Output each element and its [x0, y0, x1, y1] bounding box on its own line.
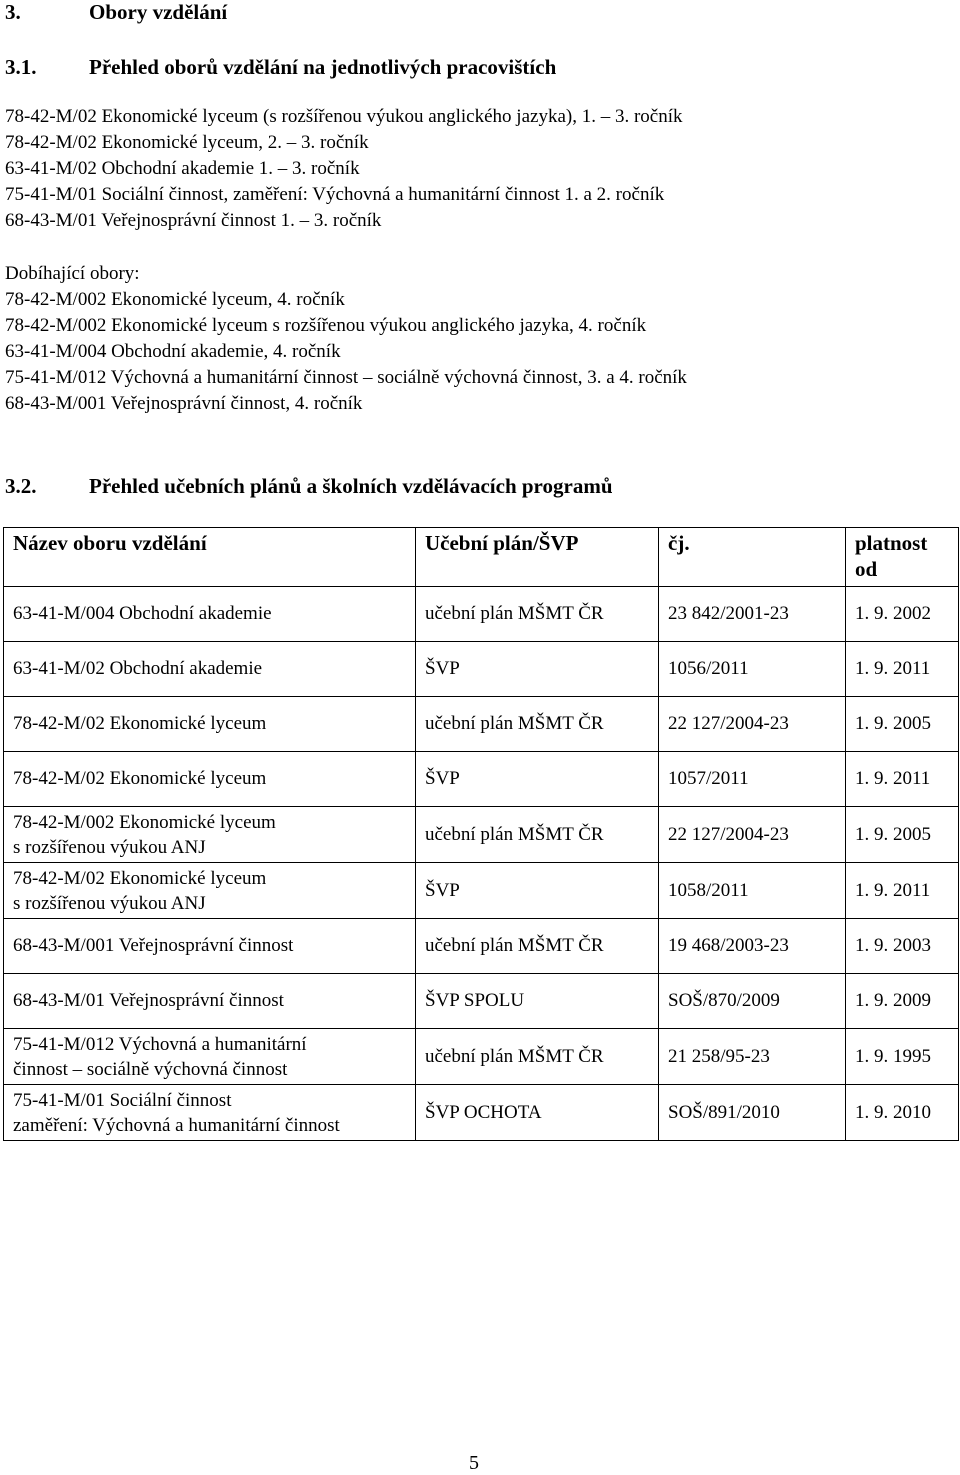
- table-row: [4, 752, 959, 807]
- cell-plan: ŠVP OCHOTA: [416, 1085, 659, 1141]
- cell-field-name: [4, 919, 416, 974]
- field-name-line: 78-42-M/02 Ekonomické lyceum: [13, 713, 267, 734]
- field-item: 78-42-M/02 Ekonomické lyceum (s rozšířenou výukou anglického jazyka), 1. – 3. ročník: [5, 106, 683, 127]
- cell-valid-from: 1. 9. 2002: [846, 587, 959, 642]
- field-item: 78-42-M/02 Ekonomické lyceum, 2. – 3. ročník: [5, 132, 369, 153]
- field-item: 63-41-M/02 Obchodní akademie 1. – 3. ročník: [5, 158, 360, 179]
- cell-field-name: [4, 587, 416, 642]
- curriculum-table: [3, 527, 959, 1141]
- field-list: [5, 104, 683, 234]
- expiring-item: 63-41-M/004 Obchodní akademie, 4. ročník: [5, 341, 341, 362]
- field-name-line: 78-42-M/02 Ekonomické lyceum: [13, 868, 267, 889]
- table-row: [4, 807, 959, 863]
- table-row: [4, 697, 959, 752]
- cell-plan: ŠVP: [416, 863, 659, 919]
- section-31-heading: [5, 55, 556, 79]
- cell-valid-from: 1. 9. 2011: [846, 752, 959, 807]
- cell-valid-from: 1. 9. 2009: [846, 974, 959, 1029]
- table-row: [4, 919, 959, 974]
- expiring-item: 68-43-M/001 Veřejnosprávní činnost, 4. ročník: [5, 393, 363, 414]
- header-valid-from: platnost od: [846, 528, 959, 587]
- cell-plan: ŠVP SPOLU: [416, 974, 659, 1029]
- cell-reference-number: 23 842/2001-23: [659, 587, 846, 642]
- table-row: [4, 1029, 959, 1085]
- table-row: [4, 974, 959, 1029]
- table-body: [4, 587, 959, 1141]
- cell-valid-from: 1. 9. 2003: [846, 919, 959, 974]
- cell-reference-number: 1056/2011: [659, 642, 846, 697]
- field-item: 75-41-M/01 Sociální činnost, zaměření: Výchovná a humanitární činnost 1. a 2. ročník: [5, 184, 665, 205]
- cell-plan: učební plán MŠMT ČR: [416, 697, 659, 752]
- field-name-line: 68-43-M/001 Veřejnosprávní činnost: [13, 935, 294, 956]
- cell-field-name: [4, 642, 416, 697]
- field-name-line: 63-41-M/02 Obchodní akademie: [13, 658, 263, 679]
- field-name-line: 68-43-M/01 Veřejnosprávní činnost: [13, 990, 284, 1011]
- field-name-line: 75-41-M/01 Sociální činnost: [13, 1090, 232, 1111]
- cell-field-name: [4, 697, 416, 752]
- cell-field-name: [4, 1085, 416, 1141]
- field-name-line: 78-42-M/02 Ekonomické lyceum: [13, 768, 267, 789]
- cell-reference-number: 19 468/2003-23: [659, 919, 846, 974]
- cell-valid-from: 1. 9. 2011: [846, 863, 959, 919]
- cell-reference-number: SOŠ/891/2010: [659, 1085, 846, 1141]
- cell-plan: ŠVP: [416, 752, 659, 807]
- expiring-item: 78-42-M/002 Ekonomické lyceum, 4. ročník: [5, 289, 345, 310]
- section-31-title: Přehled oborů vzdělání na jednotlivých pracovištích: [89, 55, 557, 79]
- section-3-heading: [5, 0, 227, 24]
- field-name-line: 63-41-M/004 Obchodní akademie: [13, 603, 272, 624]
- field-item: 68-43-M/01 Veřejnosprávní činnost 1. – 3. ročník: [5, 210, 382, 231]
- expiring-item: 78-42-M/002 Ekonomické lyceum s rozšířenou výukou anglického jazyka, 4. ročník: [5, 315, 647, 336]
- table-row: [4, 863, 959, 919]
- cell-valid-from: 1. 9. 2011: [846, 642, 959, 697]
- field-name-line: 78-42-M/002 Ekonomické lyceum: [13, 812, 276, 833]
- table-row: [4, 1085, 959, 1141]
- cell-plan: učební plán MŠMT ČR: [416, 919, 659, 974]
- cell-valid-from: 1. 9. 1995: [846, 1029, 959, 1085]
- cell-plan: ŠVP: [416, 642, 659, 697]
- cell-valid-from: 1. 9. 2010: [846, 1085, 959, 1141]
- cell-reference-number: 21 258/95-23: [659, 1029, 846, 1085]
- cell-plan: učební plán MŠMT ČR: [416, 807, 659, 863]
- section-32-title: Přehled učebních plánů a školních vzdělávacích programů: [89, 474, 613, 498]
- cell-plan: učební plán MŠMT ČR: [416, 1029, 659, 1085]
- page-number: 5: [469, 1452, 479, 1474]
- cell-field-name: [4, 974, 416, 1029]
- cell-reference-number: 22 127/2004-23: [659, 697, 846, 752]
- cell-reference-number: 1057/2011: [659, 752, 846, 807]
- section-3-title: Obory vzdělání: [89, 0, 228, 24]
- header-field-name: Název oboru vzdělání: [4, 528, 416, 587]
- cell-valid-from: 1. 9. 2005: [846, 697, 959, 752]
- section-32-heading: [5, 474, 613, 498]
- cell-field-name: [4, 807, 416, 863]
- section-31-number: 3.1.: [5, 55, 37, 79]
- expiring-list: [5, 261, 687, 417]
- field-name-line: činnost – sociálně výchovná činnost: [13, 1059, 288, 1080]
- section-3-number: 3.: [5, 0, 21, 24]
- cell-field-name: [4, 1029, 416, 1085]
- cell-reference-number: 22 127/2004-23: [659, 807, 846, 863]
- field-name-line: 75-41-M/012 Výchovná a humanitární: [13, 1034, 307, 1055]
- expiring-item: 75-41-M/012 Výchovná a humanitární činnost – sociálně výchovná činnost, 3. a 4. ročník: [5, 367, 687, 388]
- header-plan: Učební plán/ŠVP: [416, 528, 659, 587]
- cell-reference-number: 1058/2011: [659, 863, 846, 919]
- cell-field-name: [4, 752, 416, 807]
- header-reference-number: čj.: [659, 528, 846, 587]
- cell-reference-number: SOŠ/870/2009: [659, 974, 846, 1029]
- table-row: [4, 587, 959, 642]
- table-row: [4, 642, 959, 697]
- table-header-row: [4, 528, 959, 587]
- field-name-line: s rozšířenou výukou ANJ: [13, 837, 206, 858]
- cell-plan: učební plán MŠMT ČR: [416, 587, 659, 642]
- cell-field-name: [4, 863, 416, 919]
- field-name-line: s rozšířenou výukou ANJ: [13, 893, 206, 914]
- field-name-line: zaměření: Výchovná a humanitární činnost: [13, 1115, 340, 1136]
- cell-valid-from: 1. 9. 2005: [846, 807, 959, 863]
- section-32-number: 3.2.: [5, 474, 37, 498]
- expiring-title: Dobíhající obory:: [5, 263, 140, 284]
